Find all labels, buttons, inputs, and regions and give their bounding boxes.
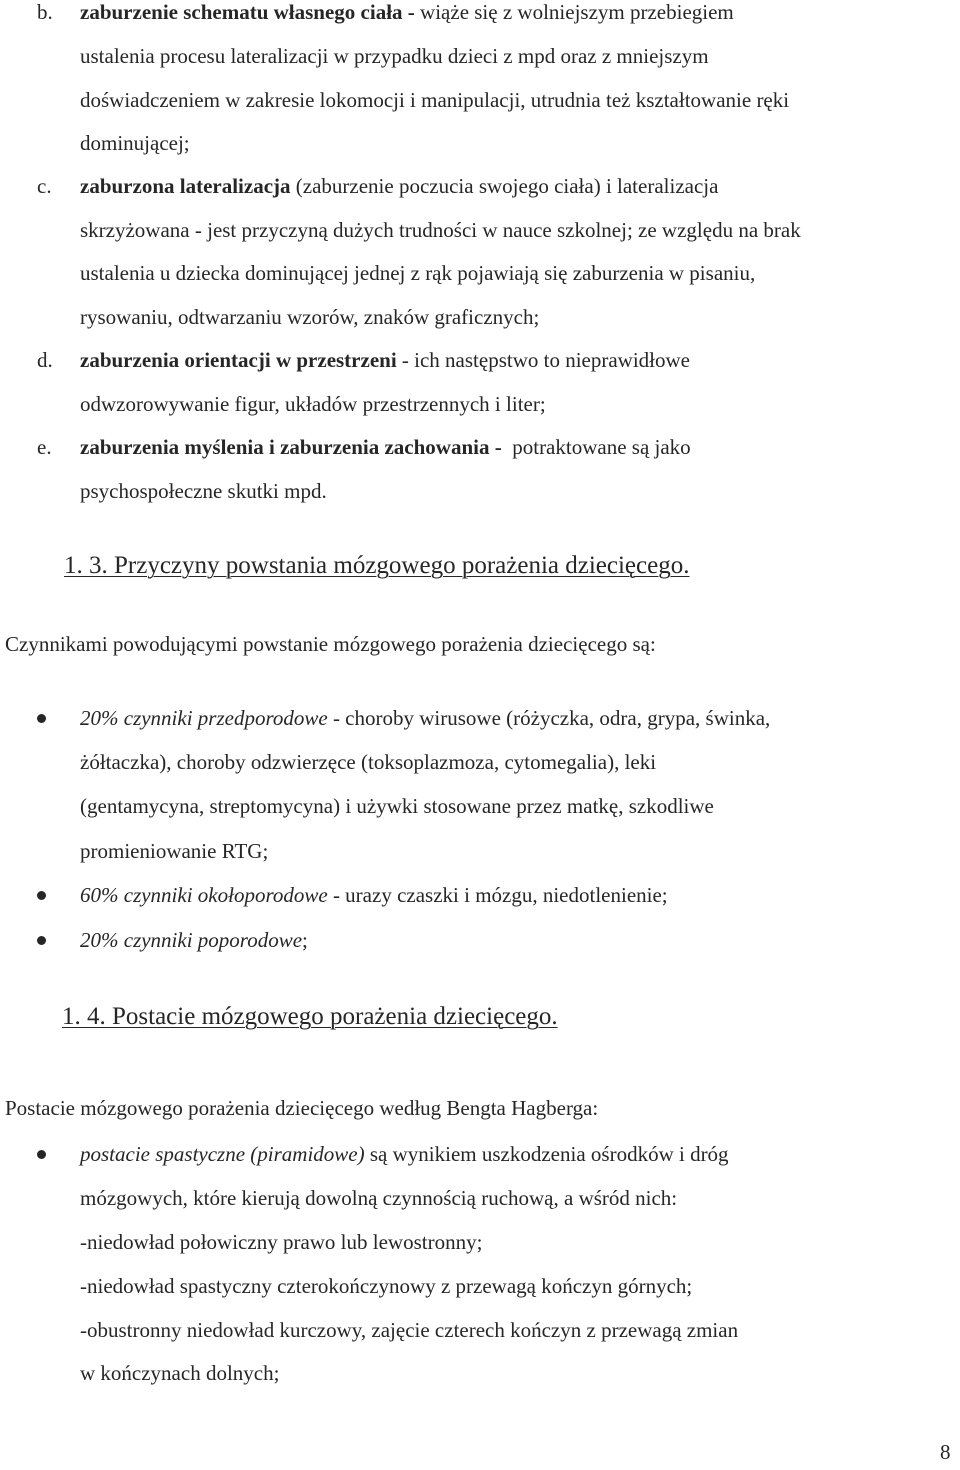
list-item-b-term: zaburzenie schematu własnego ciała -: [80, 0, 415, 24]
section-1-3-bullet-3-term: 20% czynniki poporodowe: [80, 928, 303, 952]
section-1-3-bullet-3-text: ;: [302, 928, 308, 952]
list-item-b-line-1: [80, 2, 734, 23]
section-1-4-bullet-1-text: są wynikiem uszkodzenia ośrodków i dróg: [364, 1142, 729, 1166]
section-1-4-bullet-1-line-4: -niedowład spastyczny czterokończynowy z przewagą kończyn górnych;: [80, 1274, 693, 1298]
page-number: 8: [940, 1440, 951, 1464]
list-marker-e: e.: [37, 435, 52, 459]
list-item-d-line-2: odwzorowywanie figur, układów przestrzennych i liter;: [80, 392, 546, 416]
list-item-e-line-1: [80, 437, 691, 458]
section-1-4-bullet-1-line-3: -niedowład połowiczny prawo lub lewostronny;: [80, 1230, 483, 1254]
list-item-c-line-1: [80, 176, 718, 197]
list-item-c-line-3: ustalenia u dziecka dominującej jednej z rąk pojawiają się zaburzenia w pisaniu,: [80, 261, 756, 285]
section-1-3-bullet-1-term: 20% czynniki przedporodowe: [80, 706, 328, 730]
list-item-c-text: (zaburzenie poczucia swojego ciała) i lateralizacja: [290, 174, 719, 198]
section-1-3-bullet-1-line-2: żółtaczka), choroby odzwierzęce (toksoplazmoza, cytomegalia), leki: [80, 750, 657, 774]
list-item-c-term: zaburzona lateralizacja: [80, 174, 291, 198]
section-1-3-intro: Czynnikami powodującymi powstanie mózgowego porażenia dziecięcego są:: [5, 632, 656, 656]
section-1-3-bullet-2-text: - urazy czaszki i mózgu, niedotlenienie;: [327, 883, 668, 907]
list-marker-b: b.: [37, 0, 53, 24]
list-item-c-line-2: skrzyżowana - jest przyczyną dużych trudności w nauce szkolnej; ze względu na brak: [80, 218, 801, 242]
list-item-b-line-3: doświadczeniem w zakresie lokomocji i manipulacji, utrudnia też kształtowanie ręki: [80, 88, 790, 112]
list-item-c-line-4: rysowaniu, odtwarzaniu wzorów, znaków graficznych;: [80, 305, 540, 329]
section-1-4-bullet-1-line-6: w kończynach dolnych;: [80, 1361, 280, 1385]
section-1-3-bullet-1-line-4: promieniowanie RTG;: [80, 839, 269, 863]
section-heading-1-4: 1. 4. Postacie mózgowego porażenia dziecięcego.: [62, 1003, 558, 1030]
section-1-3-bullet-2-term: 60% czynniki okołoporodowe: [80, 883, 328, 907]
section-1-4-bullet-1-term: postacie spastyczne (piramidowe): [80, 1142, 365, 1166]
section-1-4-bullet-1-line-2: mózgowych, które kierują dowolną czynnością ruchową, a wśród nich:: [80, 1186, 678, 1210]
section-1-3-bullet-1-line-1: [80, 708, 770, 729]
list-item-b-line-2: ustalenia procesu lateralizacji w przypadku dzieci z mpd oraz z mniejszym: [80, 44, 709, 68]
list-item-d-line-1: [80, 350, 690, 371]
list-marker-d: d.: [37, 348, 53, 372]
bullet-icon: [37, 891, 46, 900]
list-item-e-line-2: psychospołeczne skutki mpd.: [80, 479, 327, 503]
list-item-b-text: wiąże się z wolniejszym przebiegiem: [414, 0, 734, 24]
section-1-4-intro: Postacie mózgowego porażenia dziecięcego według Bengta Hagberga:: [5, 1096, 599, 1120]
list-marker-c: c.: [37, 174, 52, 198]
section-1-3-bullet-1-text: - choroby wirusowe (różyczka, odra, grypa, świnka,: [327, 706, 771, 730]
section-heading-1-3: 1. 3. Przyczyny powstania mózgowego porażenia dziecięcego.: [64, 552, 690, 579]
list-item-d-text: - ich następstwo to nieprawidłowe: [396, 348, 690, 372]
list-item-e-text: potraktowane są jako: [501, 435, 691, 459]
list-item-e-term: zaburzenia myślenia i zaburzenia zachowania -: [80, 435, 502, 459]
section-1-4-bullet-1-line-5: -obustronny niedowład kurczowy, zajęcie czterech kończyn z przewagą zmian: [80, 1318, 739, 1342]
bullet-icon: [37, 1150, 46, 1159]
bullet-icon: [37, 714, 46, 723]
list-item-d-term: zaburzenia orientacji w przestrzeni: [80, 348, 397, 372]
bullet-icon: [37, 936, 46, 945]
list-item-b-line-4: dominującej;: [80, 131, 190, 155]
section-1-3-bullet-3-line-1: [80, 930, 308, 951]
section-1-3-bullet-1-line-3: (gentamycyna, streptomycyna) i używki stosowane przez matkę, szkodliwe: [80, 794, 714, 818]
section-1-3-bullet-2-line-1: [80, 885, 668, 906]
section-1-4-bullet-1-line-1: [80, 1144, 729, 1165]
